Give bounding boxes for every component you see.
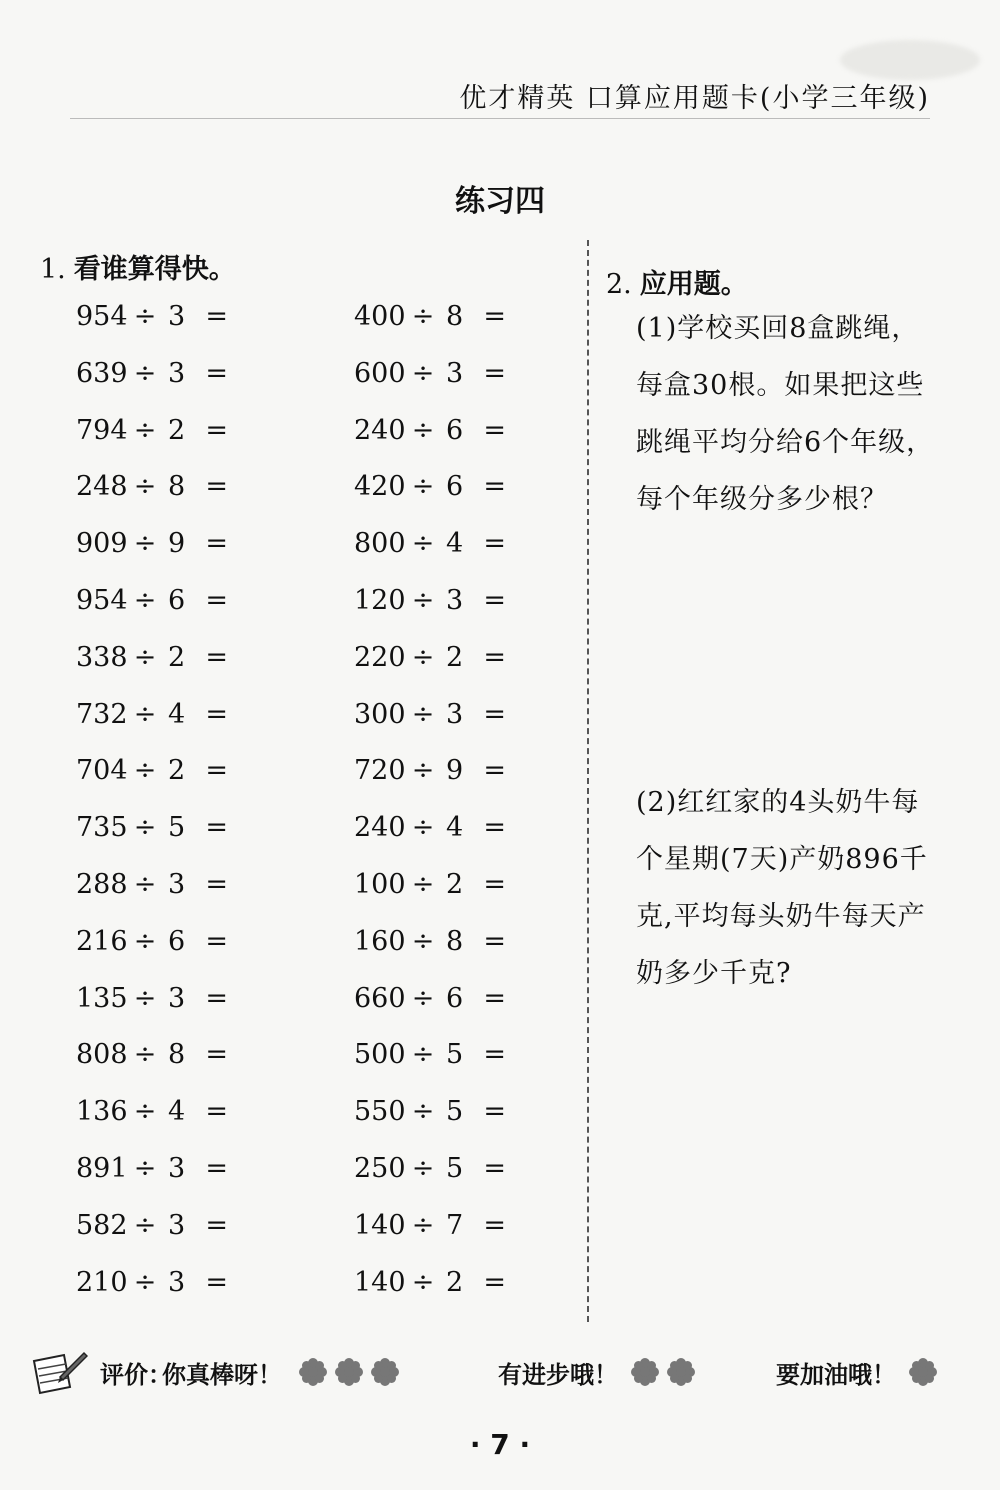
section1-number: 1. — [40, 254, 66, 285]
equals-sign: = — [205, 1266, 228, 1298]
divisor: 6 — [446, 414, 464, 446]
dividend: 954 — [76, 301, 128, 332]
dividend: 288 — [76, 868, 128, 900]
division-problem — [76, 1260, 336, 1317]
dividend: 954 — [76, 584, 128, 616]
divisor: 5 — [446, 1096, 464, 1128]
division-problem — [354, 635, 614, 692]
equals-sign: = — [205, 1039, 228, 1071]
divide-sign: ÷ — [411, 812, 435, 844]
division-problem — [354, 351, 614, 408]
column-divider — [587, 240, 589, 1322]
dividend: 135 — [76, 982, 128, 1014]
equals-sign: = — [205, 1096, 228, 1128]
divide-sign: ÷ — [411, 1266, 435, 1298]
division-problem — [354, 1260, 614, 1317]
dividend: 400 — [354, 301, 406, 332]
divisor: 6 — [168, 925, 186, 957]
divide-sign: ÷ — [133, 812, 157, 844]
divide-sign: ÷ — [133, 755, 157, 787]
division-problem — [354, 294, 614, 351]
divisor: 4 — [446, 812, 464, 844]
equals-sign: = — [483, 812, 506, 844]
equals-sign: = — [483, 528, 506, 560]
equals-sign: = — [205, 528, 228, 560]
divide-sign: ÷ — [411, 357, 435, 389]
division-problem — [76, 1089, 336, 1146]
equals-sign: = — [205, 755, 228, 787]
header-rule — [70, 118, 930, 119]
rating-try-harder: 要加油哦！ — [776, 1361, 896, 1389]
dividend: 140 — [354, 1209, 406, 1241]
equals-sign: = — [205, 584, 228, 616]
divisor: 8 — [446, 301, 464, 332]
divisor: 3 — [446, 584, 464, 616]
divisor: 3 — [168, 868, 186, 900]
divisor: 2 — [168, 414, 186, 446]
dividend: 220 — [354, 641, 406, 673]
equals-sign: = — [483, 471, 506, 503]
equals-sign: = — [205, 868, 228, 900]
dividend: 582 — [76, 1209, 128, 1241]
equals-sign: = — [483, 982, 506, 1014]
dividend: 808 — [76, 1039, 128, 1071]
equals-sign: = — [483, 698, 506, 730]
dividend: 300 — [354, 698, 406, 730]
equals-sign: = — [483, 1209, 506, 1241]
equals-sign: = — [483, 925, 506, 957]
dividend: 160 — [354, 925, 406, 957]
divide-sign: ÷ — [411, 982, 435, 1014]
divisor: 2 — [446, 1266, 464, 1298]
divide-sign: ÷ — [133, 414, 157, 446]
equals-sign: = — [205, 698, 228, 730]
equals-sign: = — [483, 1152, 506, 1184]
equals-sign: = — [483, 301, 506, 332]
arithmetic-column-right — [354, 294, 614, 1316]
dividend: 240 — [354, 812, 406, 844]
word-problem-1: (1)学校买回8盒跳绳，每盒30根。如果把这些跳绳平均分给6个年级，每个年级分多少根？ — [636, 313, 935, 515]
equals-sign: = — [205, 641, 228, 673]
equals-sign: = — [205, 1209, 228, 1241]
equals-sign: = — [483, 1039, 506, 1071]
division-problem — [76, 635, 336, 692]
division-problem — [76, 1146, 336, 1203]
arithmetic-column-left — [76, 294, 336, 1316]
divisor: 3 — [168, 1266, 186, 1298]
division-problem — [76, 862, 336, 919]
equals-sign: = — [483, 755, 506, 787]
divide-sign: ÷ — [133, 1209, 157, 1241]
divisor: 8 — [168, 1039, 186, 1071]
divide-sign: ÷ — [133, 982, 157, 1014]
divisor: 2 — [446, 641, 464, 673]
division-problem — [354, 1146, 614, 1203]
divisor: 7 — [446, 1209, 464, 1241]
divide-sign: ÷ — [133, 1152, 157, 1184]
dividend: 120 — [354, 584, 406, 616]
equals-sign: = — [483, 641, 506, 673]
dividend: 210 — [76, 1266, 128, 1298]
division-problem — [354, 464, 614, 521]
divide-sign: ÷ — [133, 471, 157, 503]
divide-sign: ÷ — [411, 698, 435, 730]
dividend: 240 — [354, 414, 406, 446]
divisor: 3 — [168, 1152, 186, 1184]
divide-sign: ÷ — [411, 471, 435, 503]
dividend: 660 — [354, 982, 406, 1014]
dividend: 909 — [76, 528, 128, 560]
dividend: 550 — [354, 1096, 406, 1128]
divisor: 2 — [168, 755, 186, 787]
divisor: 5 — [168, 812, 186, 844]
division-problem — [354, 1203, 614, 1260]
divide-sign: ÷ — [133, 641, 157, 673]
dividend: 500 — [354, 1039, 406, 1071]
division-problem — [354, 805, 614, 862]
divide-sign: ÷ — [133, 301, 157, 332]
divide-sign: ÷ — [411, 755, 435, 787]
division-problem — [76, 294, 336, 351]
evaluation-footer — [30, 1343, 970, 1403]
dividend: 338 — [76, 641, 128, 673]
page-heading: 练习四 — [455, 184, 545, 219]
divisor: 8 — [168, 471, 186, 503]
divisor: 4 — [168, 698, 186, 730]
section2-number: 2. — [606, 269, 632, 300]
section2-title — [606, 262, 748, 301]
pencil-notebook-icon — [30, 1347, 88, 1397]
dividend: 600 — [354, 357, 406, 389]
divisor: 6 — [446, 982, 464, 1014]
divisor: 2 — [168, 641, 186, 673]
dividend: 639 — [76, 357, 128, 389]
divide-sign: ÷ — [411, 1152, 435, 1184]
flower-icon[interactable] — [908, 1357, 938, 1387]
divide-sign: ÷ — [411, 414, 435, 446]
division-problem — [76, 1203, 336, 1260]
division-problem — [76, 521, 336, 578]
divisor: 6 — [168, 584, 186, 616]
equals-sign: = — [483, 1266, 506, 1298]
division-problem — [76, 805, 336, 862]
rating-great: 你真棒呀！ — [162, 1361, 282, 1389]
equals-sign: = — [483, 414, 506, 446]
division-problem — [354, 919, 614, 976]
dividend: 891 — [76, 1152, 128, 1184]
equals-sign: = — [483, 357, 506, 389]
divisor: 5 — [446, 1039, 464, 1071]
section2-label: 应用题。 — [639, 269, 748, 300]
division-problem — [76, 1032, 336, 1089]
divide-sign: ÷ — [411, 301, 435, 332]
divisor: 3 — [446, 698, 464, 730]
dividend: 800 — [354, 528, 406, 560]
divide-sign: ÷ — [411, 868, 435, 900]
division-problem — [76, 748, 336, 805]
flower-icon[interactable] — [334, 1357, 364, 1387]
dividend: 735 — [76, 812, 128, 844]
division-problem — [354, 1032, 614, 1089]
dividend: 704 — [76, 755, 128, 787]
divide-sign: ÷ — [133, 1039, 157, 1071]
dividend: 100 — [354, 868, 406, 900]
dividend: 420 — [354, 471, 406, 503]
flower-icon[interactable] — [630, 1357, 660, 1387]
division-problem — [76, 351, 336, 408]
equals-sign: = — [483, 1096, 506, 1128]
divisor: 8 — [446, 925, 464, 957]
dividend: 216 — [76, 925, 128, 957]
equals-sign: = — [205, 925, 228, 957]
dividend: 248 — [76, 471, 128, 503]
divisor: 3 — [168, 301, 186, 332]
divide-sign: ÷ — [133, 925, 157, 957]
dividend: 794 — [76, 414, 128, 446]
division-problem — [354, 748, 614, 805]
division-problem — [354, 1089, 614, 1146]
division-problem — [76, 578, 336, 635]
divide-sign: ÷ — [411, 925, 435, 957]
equals-sign: = — [483, 868, 506, 900]
divide-sign: ÷ — [133, 528, 157, 560]
divisor: 3 — [168, 357, 186, 389]
divide-sign: ÷ — [411, 641, 435, 673]
division-problem — [76, 464, 336, 521]
divisor: 4 — [168, 1096, 186, 1128]
divide-sign: ÷ — [133, 1096, 157, 1128]
division-problem — [76, 976, 336, 1033]
equals-sign: = — [205, 982, 228, 1014]
division-problem — [354, 521, 614, 578]
divide-sign: ÷ — [411, 528, 435, 560]
word-problem-2: (2)红红家的4头奶牛每个星期(7天)产奶896千克,平均每头奶牛每天产奶多少千克? — [636, 787, 928, 989]
divide-sign: ÷ — [411, 1039, 435, 1071]
divide-sign: ÷ — [133, 698, 157, 730]
dividend: 250 — [354, 1152, 406, 1184]
division-problem — [76, 408, 336, 465]
flower-icon[interactable] — [370, 1357, 400, 1387]
page-number: · 7 · — [469, 1428, 531, 1461]
decorative-corner — [840, 40, 980, 80]
divide-sign: ÷ — [411, 1096, 435, 1128]
division-problem — [76, 692, 336, 749]
flower-icon[interactable] — [298, 1357, 328, 1387]
divide-sign: ÷ — [133, 1266, 157, 1298]
divisor: 3 — [168, 1209, 186, 1241]
divisor: 3 — [168, 982, 186, 1014]
divisor: 4 — [446, 528, 464, 560]
division-problem — [354, 976, 614, 1033]
section1-label: 看谁算得快。 — [73, 254, 236, 285]
divide-sign: ÷ — [133, 868, 157, 900]
divisor: 3 — [446, 357, 464, 389]
divide-sign: ÷ — [411, 1209, 435, 1241]
equals-sign: = — [483, 584, 506, 616]
divisor: 9 — [446, 755, 464, 787]
equals-sign: = — [205, 301, 228, 332]
divide-sign: ÷ — [411, 584, 435, 616]
divisor: 2 — [446, 868, 464, 900]
equals-sign: = — [205, 1152, 228, 1184]
dividend: 140 — [354, 1266, 406, 1298]
evaluation-label: 评价： — [100, 1361, 172, 1389]
equals-sign: = — [205, 812, 228, 844]
section1-title — [40, 247, 236, 286]
dividend: 732 — [76, 698, 128, 730]
divide-sign: ÷ — [133, 357, 157, 389]
division-problem — [354, 692, 614, 749]
equals-sign: = — [205, 414, 228, 446]
equals-sign: = — [205, 357, 228, 389]
header-title: 优才精英 口算应用题卡(小学三年级) — [459, 83, 930, 114]
rating-progress: 有进步哦！ — [498, 1361, 618, 1389]
divisor: 5 — [446, 1152, 464, 1184]
division-problem — [76, 919, 336, 976]
dividend: 720 — [354, 755, 406, 787]
division-problem — [354, 408, 614, 465]
equals-sign: = — [205, 471, 228, 503]
flower-icon[interactable] — [666, 1357, 696, 1387]
divisor: 9 — [168, 528, 186, 560]
division-problem — [354, 578, 614, 635]
divisor: 6 — [446, 471, 464, 503]
dividend: 136 — [76, 1096, 128, 1128]
division-problem — [354, 862, 614, 919]
divide-sign: ÷ — [133, 584, 157, 616]
